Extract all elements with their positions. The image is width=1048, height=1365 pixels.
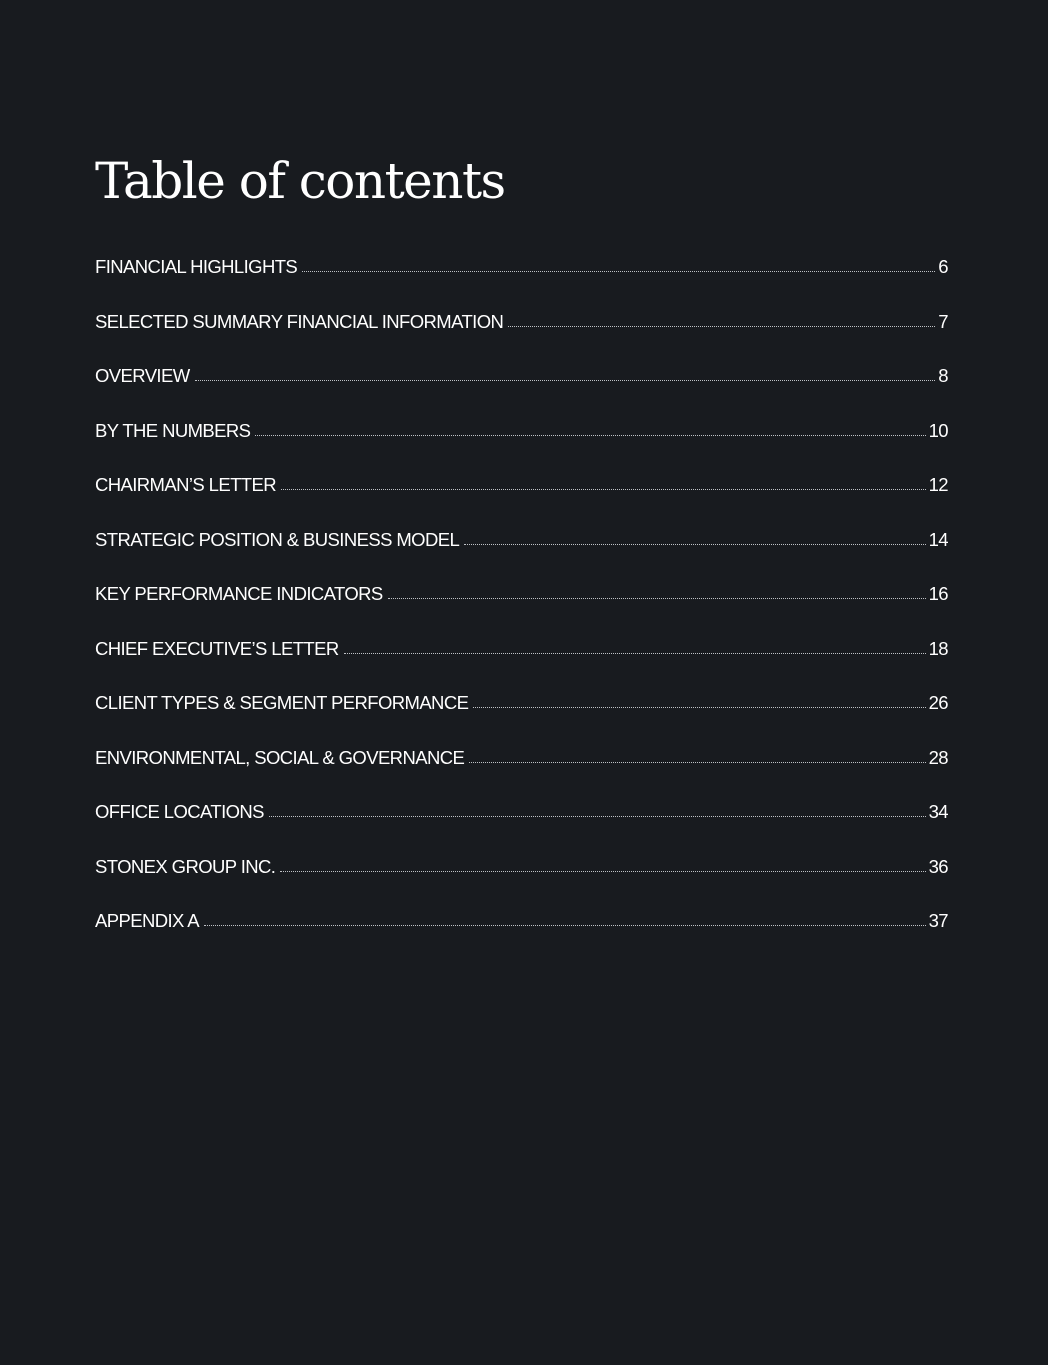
toc-entry[interactable]: [95, 636, 948, 691]
dot-leader: [255, 435, 925, 436]
toc-entry[interactable]: [95, 472, 948, 527]
toc-entry-label[interactable]: SELECTED SUMMARY FINANCIAL INFORMATION: [95, 310, 504, 332]
toc-entry-label[interactable]: CLIENT TYPES & SEGMENT PERFORMANCE: [95, 692, 469, 713]
dot-leader: [508, 326, 935, 327]
toc-entry-page-number[interactable]: 34: [928, 801, 948, 822]
dot-leader: [269, 816, 926, 817]
toc-entry-label[interactable]: STRATEGIC POSITION & BUSINESS MODEL: [95, 528, 460, 550]
toc-entry-page-number[interactable]: 8: [938, 365, 948, 386]
toc-entry-page-number[interactable]: 37: [928, 910, 948, 931]
toc-entry-page-number[interactable]: 12: [928, 474, 948, 495]
toc-entry-page-number[interactable]: 26: [928, 692, 948, 713]
toc-entry-page-number[interactable]: 10: [928, 419, 948, 441]
toc-entry-label[interactable]: APPENDIX A: [95, 910, 200, 931]
dot-leader: [464, 544, 925, 545]
dot-leader: [195, 380, 936, 381]
toc-entry[interactable]: [95, 527, 948, 582]
toc-entry[interactable]: [95, 309, 948, 364]
toc-entry[interactable]: [95, 799, 948, 854]
dot-leader: [302, 271, 935, 272]
toc-entry[interactable]: [95, 745, 948, 800]
dot-leader: [344, 653, 926, 654]
toc-entry[interactable]: [95, 363, 948, 418]
toc-entry-page-number[interactable]: 14: [928, 528, 948, 550]
toc-entry-page-number[interactable]: 18: [928, 637, 948, 659]
dot-leader: [469, 762, 925, 763]
toc-entry-label[interactable]: OFFICE LOCATIONS: [95, 801, 264, 822]
toc-entry[interactable]: [95, 581, 948, 636]
toc-entry-page-number[interactable]: 7: [938, 310, 948, 332]
toc-entry-page-number[interactable]: 28: [928, 746, 948, 768]
toc-entry-label[interactable]: OVERVIEW: [95, 365, 190, 386]
toc-entry-label[interactable]: BY THE NUMBERS: [95, 419, 251, 441]
toc-entry-page-number[interactable]: 36: [928, 855, 948, 877]
dot-leader: [280, 871, 925, 872]
toc-entry-label[interactable]: CHAIRMAN’S LETTER: [95, 474, 276, 495]
dot-leader: [281, 489, 926, 490]
dot-leader: [204, 925, 926, 926]
toc-entry-page-number[interactable]: 6: [938, 256, 948, 277]
dot-leader: [473, 707, 925, 708]
toc-entry-label[interactable]: FINANCIAL HIGHLIGHTS: [95, 256, 298, 277]
dot-leader: [388, 598, 926, 599]
toc-entry-label[interactable]: ENVIRONMENTAL, SOCIAL & GOVERNANCE: [95, 746, 465, 768]
toc-entry[interactable]: [95, 418, 948, 473]
toc-entry-page-number[interactable]: 16: [928, 583, 948, 604]
toc-list: [95, 254, 948, 963]
toc-entry-label[interactable]: KEY PERFORMANCE INDICATORS: [95, 583, 383, 604]
page-title: Table of contents: [95, 152, 505, 210]
toc-entry[interactable]: [95, 908, 948, 963]
toc-entry-label[interactable]: CHIEF EXECUTIVE’S LETTER: [95, 637, 339, 659]
toc-entry-label[interactable]: STONEX GROUP INC.: [95, 855, 276, 877]
toc-entry[interactable]: [95, 690, 948, 745]
toc-entry[interactable]: [95, 854, 948, 909]
toc-entry[interactable]: [95, 254, 948, 309]
